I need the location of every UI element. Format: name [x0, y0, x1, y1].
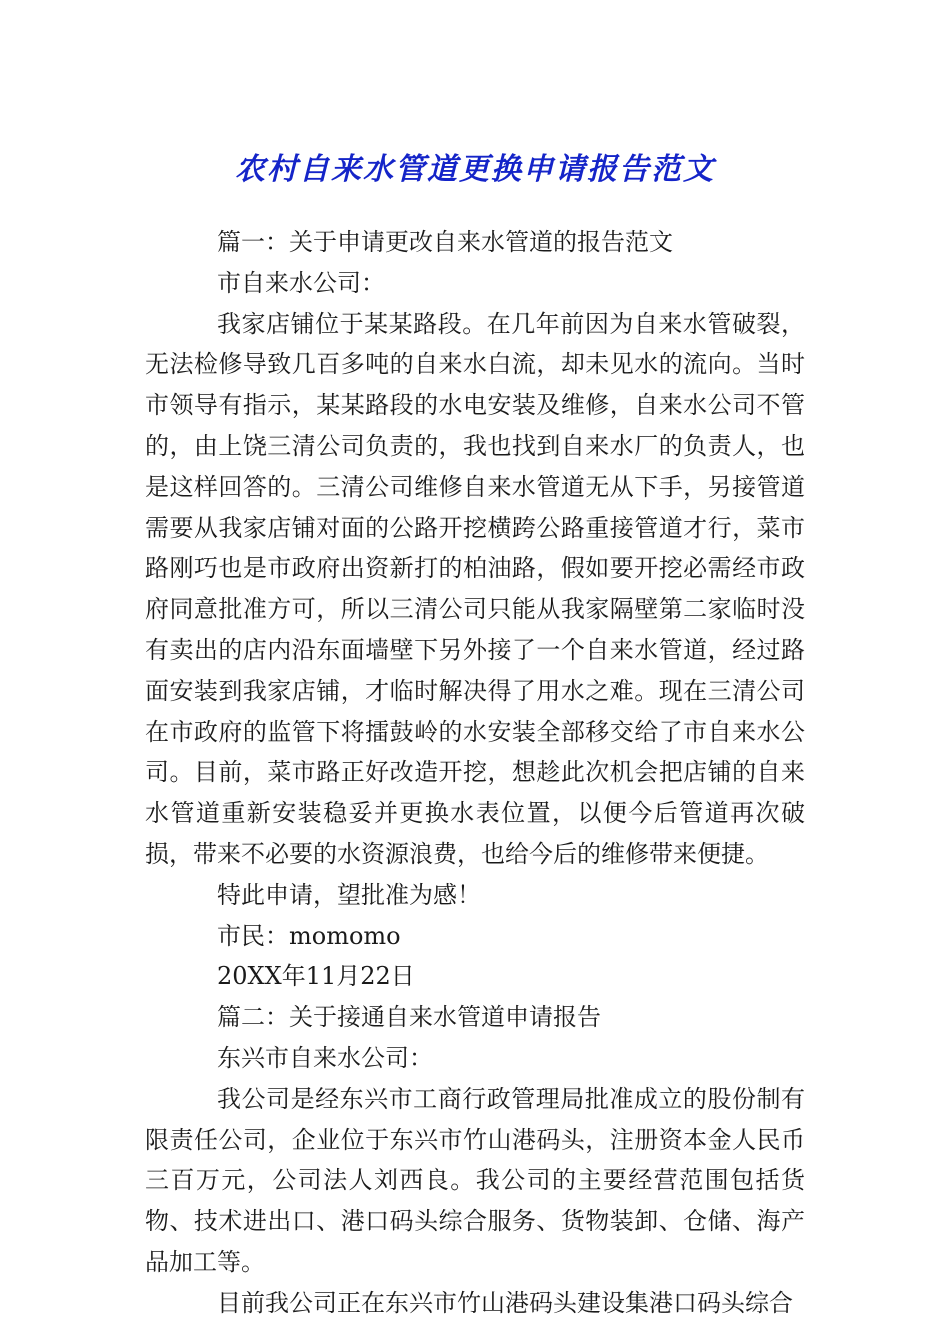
signature: 市民：momomo	[217, 921, 401, 950]
addressee-1: 市自来水公司：	[217, 268, 385, 297]
closing-request: 特此申请，望批准为感！	[217, 880, 481, 909]
section-2-body-continued: 目前我公司正在东兴市竹山港码头建设集港口码头综合	[217, 1288, 793, 1317]
addressee-2: 东兴市自来水公司：	[217, 1043, 433, 1072]
section-1-heading: 篇一：关于申请更改自来水管道的报告范文	[217, 228, 673, 256]
document-title: 农村自来水管道更换申请报告范文	[235, 152, 715, 188]
section-1-body: 我家店铺位于某某路段。在几年前因为自来水管破裂，无法检修导致几百多吨的自来水白流，却未见水的流向。当时市领导有指示，某某路段的水电安装及维修，自来水公司不管的，由上饶三清公司负责的，我也找到自来水厂的负责人，也是这样回答的。三清公司维修自来水管道无从下手，另接管道需要从我家店铺对面的公路开挖横跨公路重接管道才行，菜市路刚巧也是市政府出资新打的柏油路，假如要开挖必需经市政府同意批准方可，所以三清公司只能从我家隔壁第二家临时没有卖出的店内沿东面墙壁下另外接了一个自来水管道，经过路面安装到我家店铺，才临时解决得了用水之难。现在三清公司在市政府的监管下将擂鼓岭的水安装全部移交给了市自来水公司。目前，菜市路正好改造开挖，想趁此次机会把店铺的自来水管道重新安装稳妥并更换水表位置，以便今后管道再次破损，带来不必要的水资源浪费，也给今后的维修带来便捷。	[145, 309, 805, 868]
section-2-heading: 篇二：关于接通自来水管道申请报告	[217, 1003, 601, 1032]
date-line: 20XX年11月22日	[217, 962, 415, 991]
section-2-body: 我公司是经东兴市工商行政管理局批准成立的股份制有限责任公司，企业位于东兴市竹山港码头，注册资本金人民币三百万元，公司法人刘西良。我公司的主要经营范围包括货物、技术进出口、港口码头综合服务、货物装卸、仓储、海产品加工等。	[145, 1084, 805, 1276]
document-body	[145, 222, 805, 1324]
